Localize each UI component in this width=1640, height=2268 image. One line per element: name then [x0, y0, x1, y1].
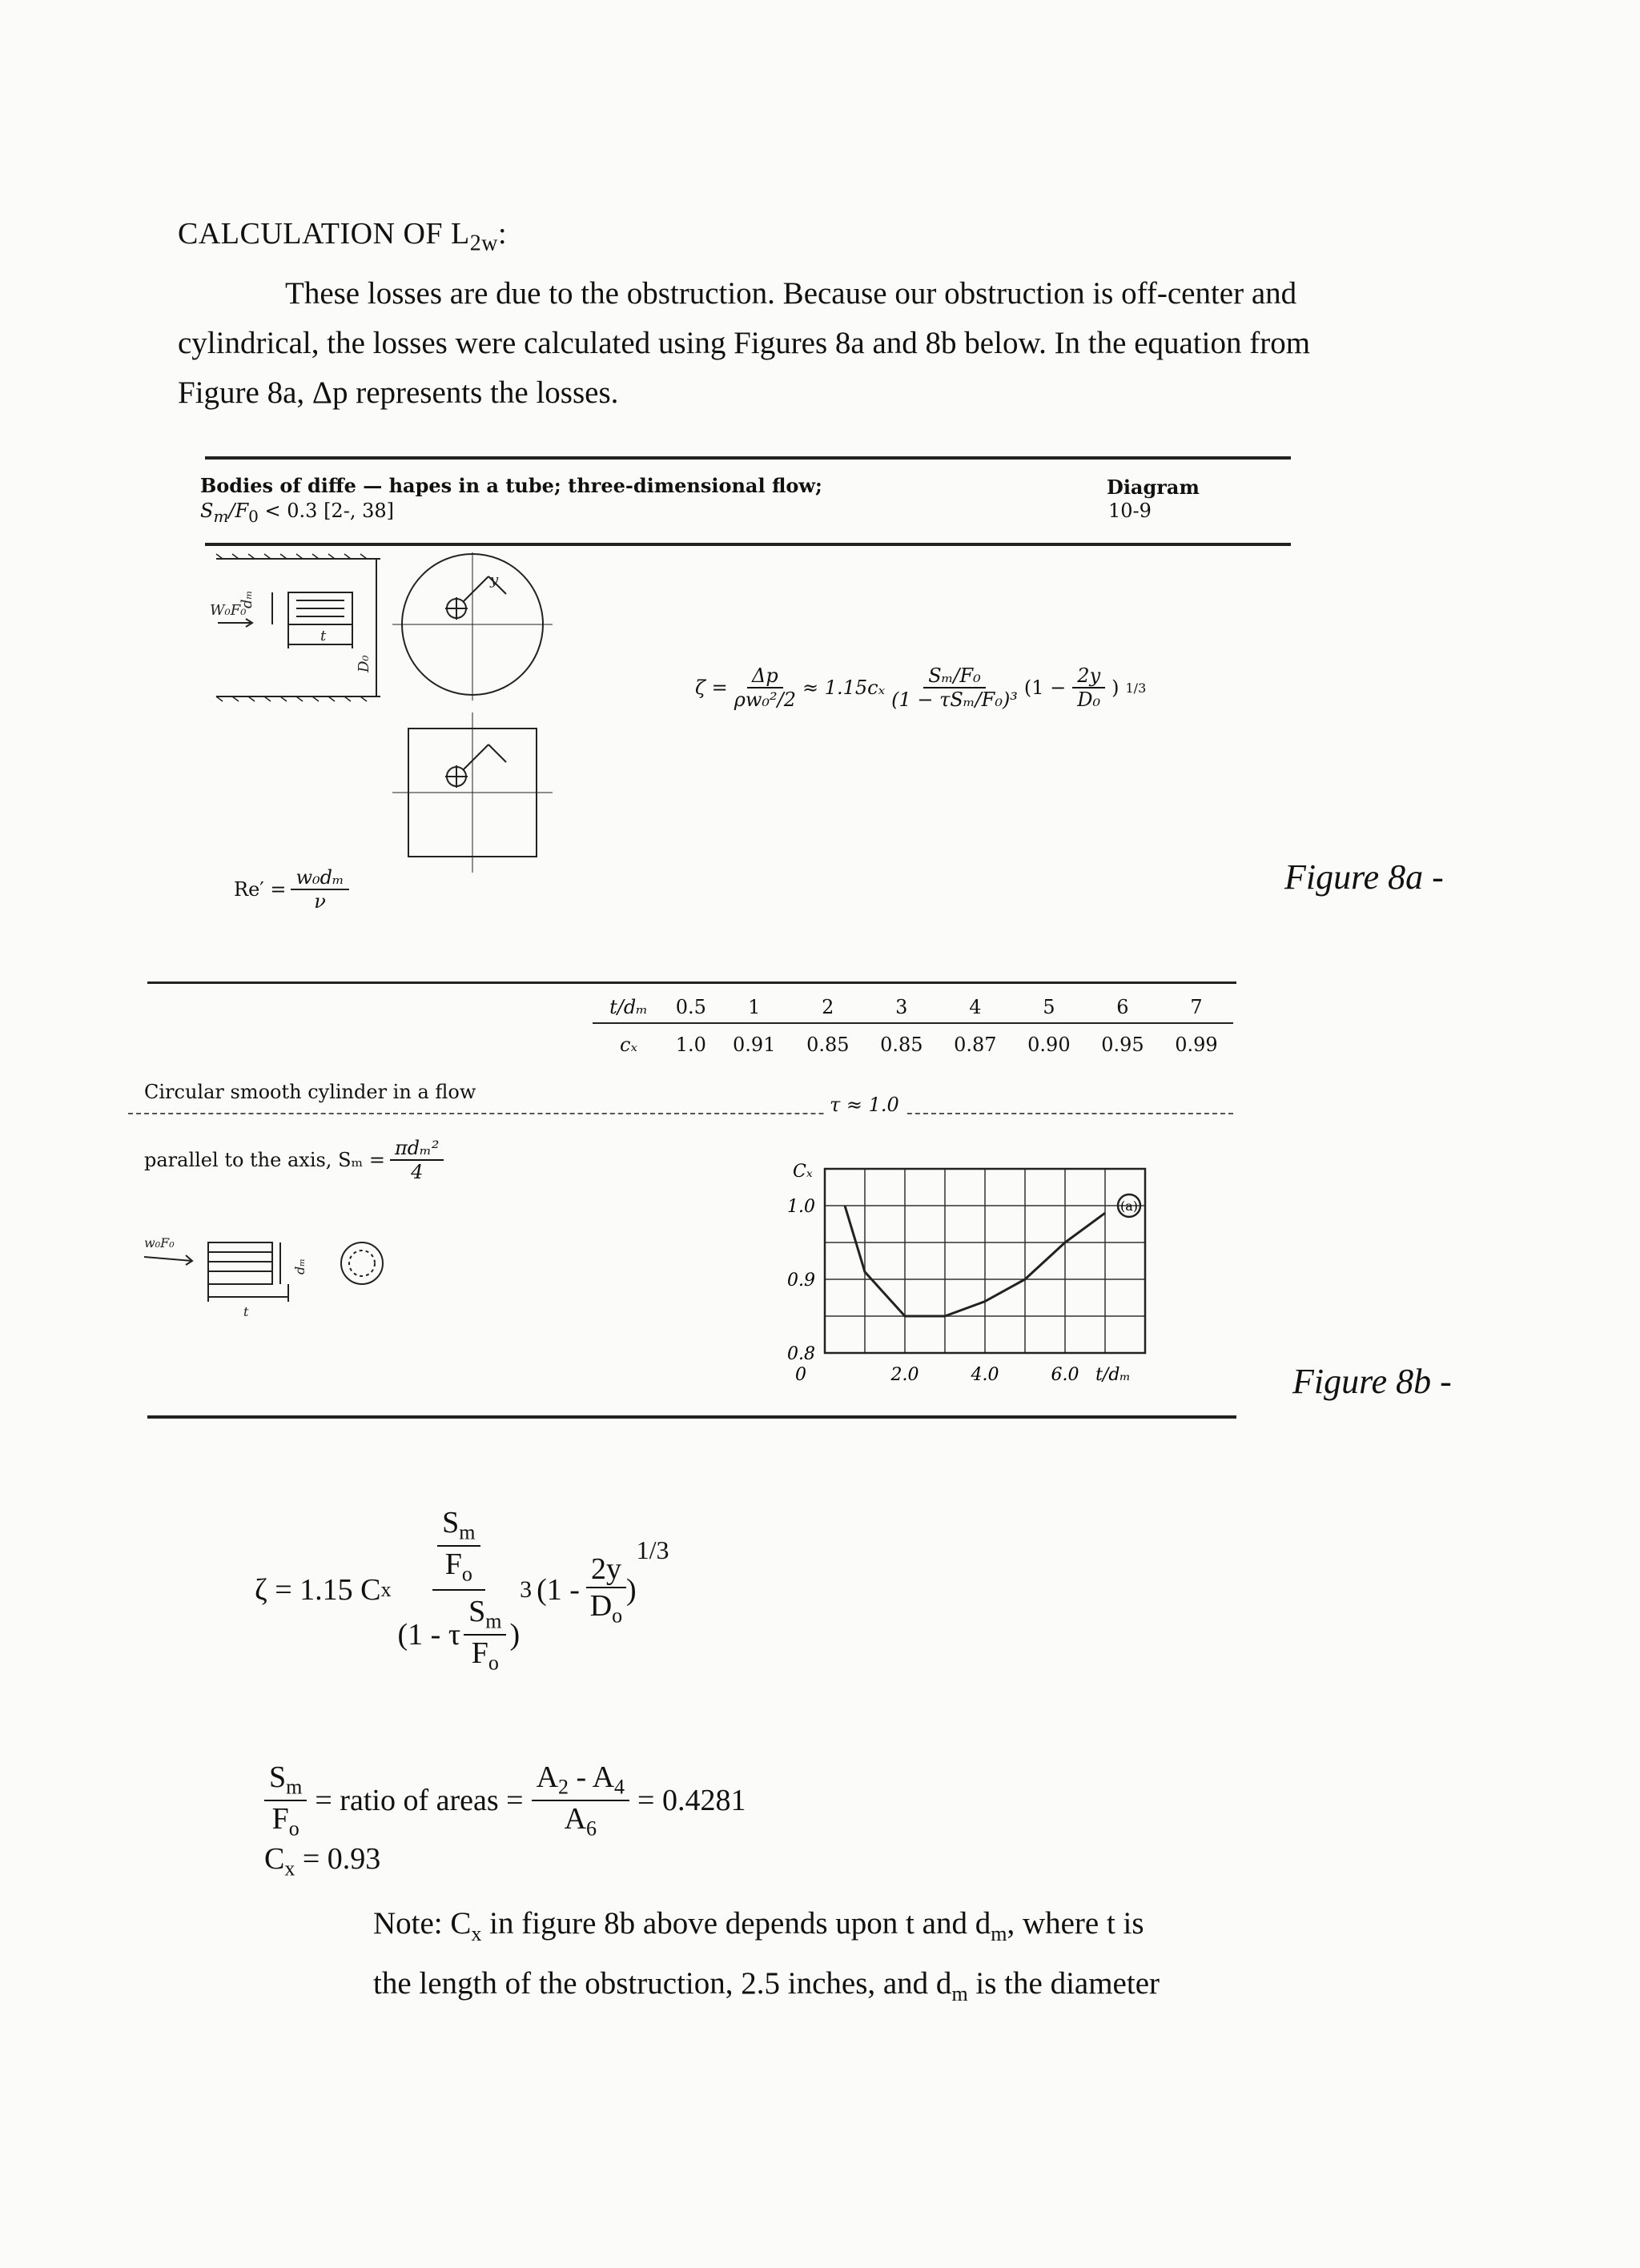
- dm-label-8b: dₘ: [292, 1258, 308, 1274]
- paragraph-line-2: cylindrical, the losses were calculated using Figures 8a and 8b below. In the equation from: [178, 326, 1311, 360]
- cx-table: t/dₘ 0.5 1 2 3 4 5 6 7 cₓ 1.0 0.91 0.85 0.85 0.87 0.90 0.95 0.99: [593, 991, 1233, 1065]
- figure-8a-caption: Figure 8a -: [1284, 857, 1444, 897]
- paragraph-line-1: These losses are due to the obstruction. Because our obstruction is off-center and: [285, 276, 1297, 311]
- paragraph-line-3: Figure 8a, Δp represents the losses.: [178, 375, 619, 410]
- cx-value: $C_x = 0.93$: [264, 1842, 381, 1881]
- figure-8b-caption: Figure 8b -: [1292, 1362, 1452, 1401]
- y-axis-label: Cₓ: [793, 1162, 813, 1182]
- t-label-8b: t: [243, 1304, 249, 1319]
- figure-8a-header: Bodies of diffe — hapes in a tube; three-dimensional flow;: [200, 474, 822, 497]
- section-heading: CALCULATION OF $L_{2w}$:: [178, 217, 508, 256]
- figure-8a-header-ratio: $S_m/F_0 < 0.3$ [2-, 38]: [200, 500, 394, 526]
- y-tick-label: 0.9: [787, 1270, 815, 1291]
- figure-8a-top-rule: [205, 456, 1291, 460]
- D0-label: D₀: [356, 655, 372, 672]
- diagram-label: Diagram: [1107, 476, 1200, 499]
- flow-label: W₀F₀: [210, 602, 247, 619]
- dashed-separator: [128, 1113, 1233, 1114]
- cx-table-row2-label: cₓ: [620, 1033, 637, 1056]
- figure-8b-top-rule: [147, 981, 1236, 984]
- cylinder-area-formula: parallel to the axis, Sₘ = $\frac{\text{πdₘ²}}{4}$: [144, 1137, 444, 1183]
- cx-curve: [845, 1206, 1105, 1316]
- figure-8b-bottom-rule: [147, 1415, 1236, 1419]
- area-ratio-equation: $\frac{S_m}{F_o}$ = ratio of areas = $\frac{A_2 - A_4}{A_6}$ = 0.4281: [264, 1760, 746, 1840]
- cx-table-row1-label: t/dₘ: [609, 995, 648, 1018]
- x-tick-label: 0: [795, 1365, 806, 1385]
- reynolds-formula: Re′ = $\frac{\text{w₀dₘ}}{\nu}$: [234, 866, 349, 913]
- cylinder-description: Circular smooth cylinder in a flow: [144, 1081, 476, 1103]
- y-tick-label: 0.8: [787, 1344, 815, 1364]
- annotation-label: (a): [1119, 1198, 1139, 1214]
- cylinder-schematic: [144, 1233, 432, 1329]
- x-tick-label: 2.0: [890, 1365, 919, 1385]
- flow-label-8b: w₀F₀: [144, 1235, 175, 1250]
- note-line-2: the length of the obstruction, 2.5 inches, and $d_m$ is the diameter: [373, 1965, 1160, 2005]
- note-line-1: Note: $C_x$ in figure 8b above depends upon t and $d_m$, where t is: [373, 1906, 1144, 1945]
- obstruction-schematic: [208, 552, 577, 889]
- intro-paragraph: [178, 269, 1459, 418]
- dm-label: dₘ: [239, 590, 255, 608]
- y-tick-label: 1.0: [787, 1197, 815, 1217]
- loss-coefficient-formula: ζ = $\frac{\Delta p}{\text{ρw₀²/2}}$ ≈ 1.15cₓ $\frac{\text{Sₘ/F₀}}{\text{(1 − τSₘ/F₀)³}}$ (1 − $\frac{2y}{\text{D₀}}$ ) 1/3: [695, 664, 1147, 711]
- y-label: y: [490, 572, 499, 588]
- x-axis-label: t/dₘ: [1095, 1365, 1131, 1385]
- cx-chart: [745, 1153, 1193, 1409]
- x-tick-label: 6.0: [1051, 1365, 1079, 1385]
- figure-8a-header-rule: [205, 543, 1291, 546]
- t-label: t: [320, 628, 327, 644]
- diagram-number: 10-9: [1108, 500, 1152, 522]
- loss-equation: ζ = 1.15 C x $\frac{S_m}{F_o}$ (1 - τ $\frac{S_m}{F_o}$ ) 3 (1 - $\frac{2y}{D_o}$ ) $^{1/3}$: [255, 1506, 669, 1675]
- x-tick-label: 4.0: [971, 1365, 999, 1385]
- note-paragraph: [373, 1899, 1606, 2019]
- tau-note: τ ≈ 1.0: [825, 1094, 904, 1116]
